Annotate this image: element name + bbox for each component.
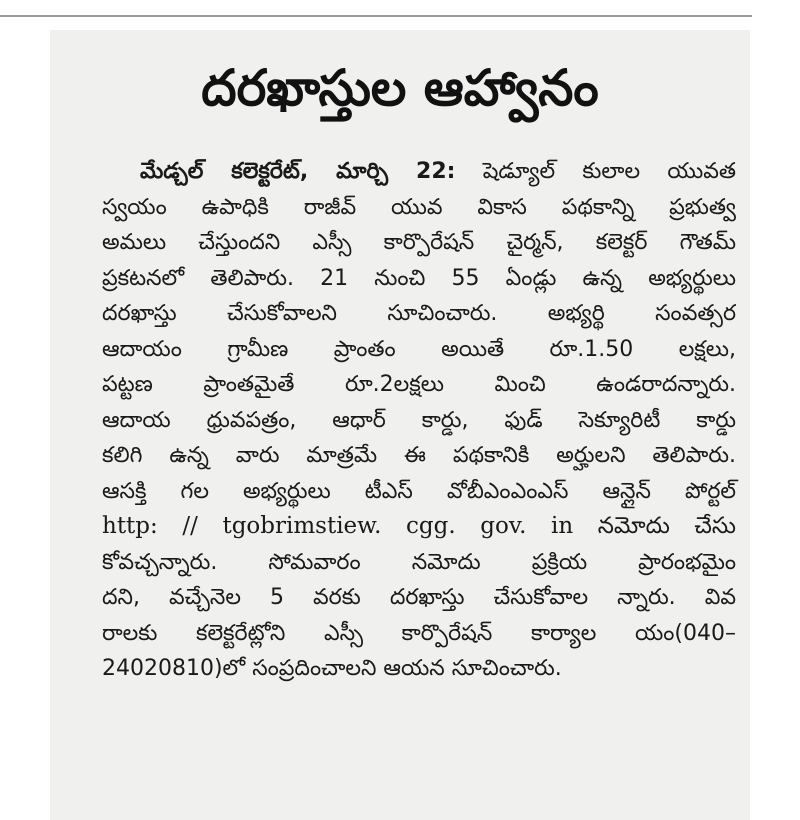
article-headline: దరఖాస్తుల ఆహ్వానం xyxy=(201,59,599,117)
article-line-7: పట్టణ ప్రాంతమైతే రూ.2లక్షలు మించి ఉండరాదన్నారు. xyxy=(102,372,736,397)
article-line-15: 24020810)లో సంప్రదించాలని ఆయన సూచించారు. xyxy=(102,656,562,681)
article-line-10: ఆసక్తి గల అభ్యర్థులు టీఎస్ వోబీఎంఎంఎస్ ఆన్లైన్ పోర్టల్ xyxy=(102,478,736,504)
article-line-14: రాలకు కలెక్టరేట్లోని ఎస్సీ కార్పొరేషన్ కార్యాల యం(040– xyxy=(102,620,736,646)
article-line-6: ఆదాయం గ్రామీణ ప్రాంతం అయితే రూ.1.50 లక్షలు, xyxy=(102,336,736,362)
article-line-12: కోవచ్చన్నారు. సోమవారం నమోదు ప్రక్రియ ప్రారంభమైం xyxy=(102,549,736,575)
article-dateline: మేడ్చల్ కలెక్టరేట్, మార్చి 22: xyxy=(140,159,456,184)
article-line-1-text: షెడ్యూల్ కులాల యువత xyxy=(455,159,736,184)
article-line-3: అమలు చేస్తుందని ఎస్సీ కార్పొరేషన్ చైర్మన్, కలెక్టర్ గౌతమ్ xyxy=(102,230,736,255)
article-line-1 xyxy=(102,154,736,190)
article-line-5: దరఖాస్తు చేసుకోవాలని సూచించారు. అభ్యర్థి సంవత్సర xyxy=(102,301,736,326)
article-line-13: దని, వచ్చేనెల 5 వరకు దరఖాస్తు చేసుకోవాల న్నారు. వివ xyxy=(102,585,736,610)
top-divider-rule xyxy=(0,15,752,17)
article-line-2: స్వయం ఉపాధికి రాజీవ్ యువ వికాస పథకాన్ని ప్రభుత్వ xyxy=(102,194,736,220)
news-article-clipping xyxy=(50,30,750,820)
article-line-8: ఆదాయ ధ్రువపత్రం, ఆధార్ కార్డు, ఫుడ్ సెక్యూరిటీ కార్డు xyxy=(102,407,736,433)
article-line-11-portal-url: http: // tgobrimstiew. cgg. gov. in నమోదు చేసు xyxy=(102,513,736,539)
article-line-9: కలిగి ఉన్న వారు మాత్రమే ఈ పథకానికి అర్హులని తెలిపారు. xyxy=(102,443,736,468)
article-body xyxy=(102,154,736,687)
article-line-4: ప్రకటనలో తెలిపారు. 21 నుంచి 55 ఏండ్లు ఉన్న అభ్యర్థులు xyxy=(102,265,736,291)
